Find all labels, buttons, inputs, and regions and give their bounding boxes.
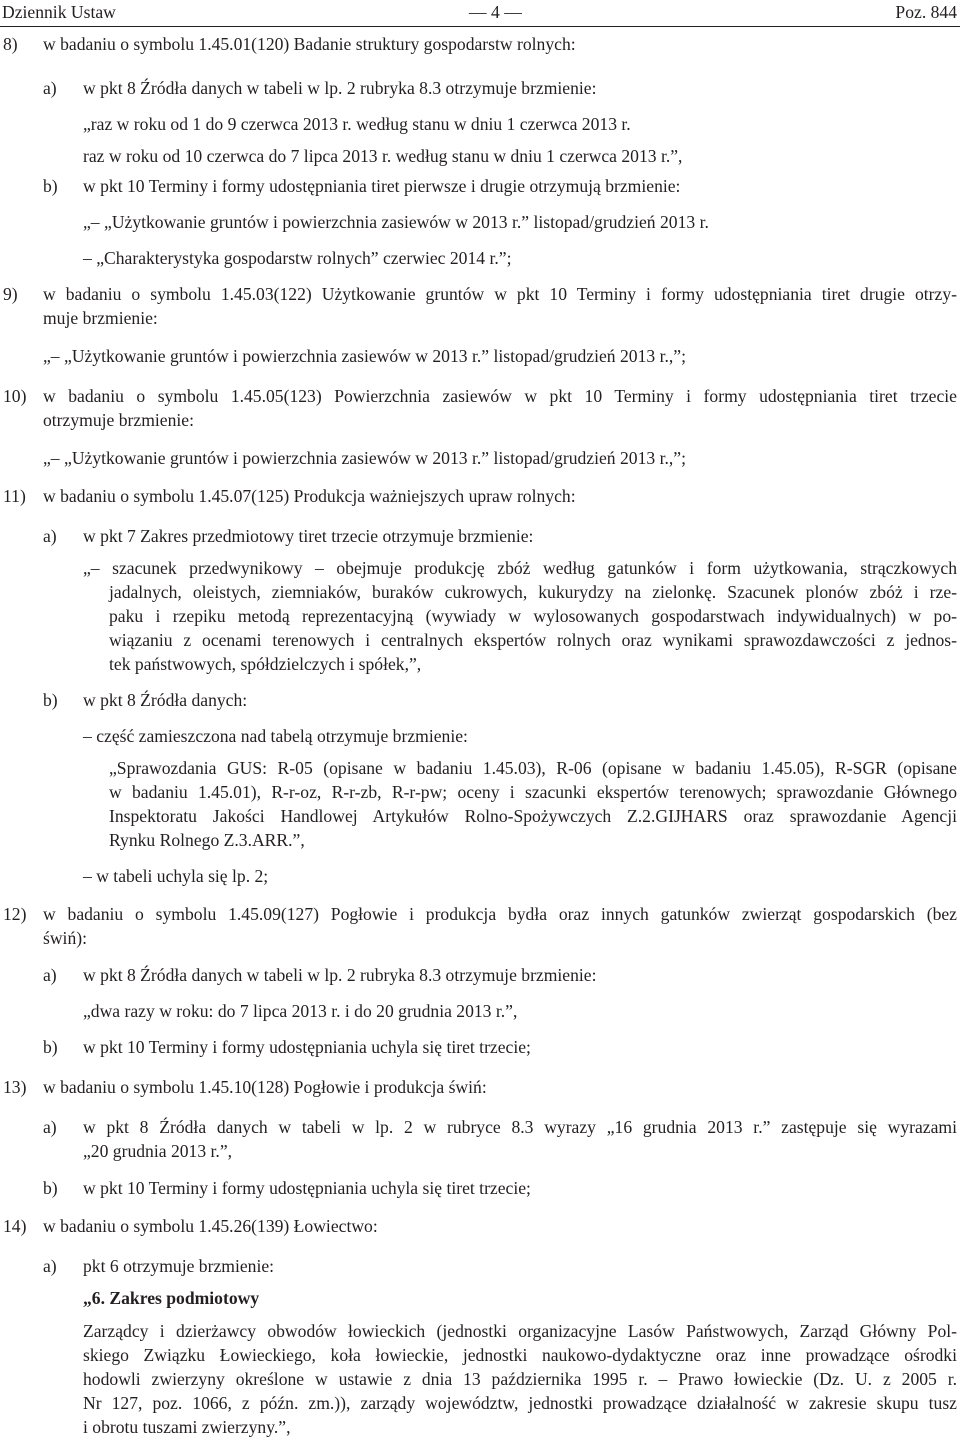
text-line: w badaniu 1.45.01), R-r-oz, R-r-zb, R-r-pw; oceny i szacunki ekspertów terenowych; sprawozdanie Głównego — [109, 782, 957, 802]
item-number: a) — [43, 1117, 57, 1137]
text-line: w pkt 8 Źródła danych w tabeli w lp. 2 rubryka 8.3 otrzymuje brzmienie: — [83, 78, 597, 98]
item-number: a) — [43, 526, 57, 546]
item-number: 9) — [3, 284, 18, 304]
text-line: muje brzmienie: — [43, 308, 158, 328]
text-line: „20 grudnia 2013 r.”, — [83, 1141, 233, 1161]
item-number: 12) — [3, 904, 27, 924]
item-number: b) — [43, 1037, 58, 1057]
text-line: w badaniu o symbolu 1.45.09(127) Pogłowie i produkcja bydła oraz innych gatunków zwierząt gospodarskich (bez — [43, 904, 957, 924]
text-line: w badaniu o symbolu 1.45.10(128) Pogłowie i produkcja świń: — [43, 1077, 487, 1097]
text-line: „Sprawozdania GUS: R-05 (opisane w badaniu 1.45.03), R-06 (opisane w badaniu 1.45.05), R-SGR (opisane — [109, 758, 957, 778]
text-line: tek państwowych, spółdzielczych i spółek,”, — [109, 654, 422, 674]
text-line: w pkt 10 Terminy i formy udostępniania tiret pierwsze i drugie otrzymują brzmienie: — [83, 176, 681, 196]
text-line: „dwa razy w roku: do 7 lipca 2013 r. i do 20 grudnia 2013 r.”, — [83, 1001, 518, 1021]
text-line: – „Charakterystyka gospodarstw rolnych” czerwiec 2014 r.”; — [83, 248, 512, 268]
text-line: w badaniu o symbolu 1.45.03(122) Użytkowanie gruntów w pkt 10 Terminy i formy udostępniania tiret drugie otrzy- — [43, 284, 957, 304]
text-line: w pkt 10 Terminy i formy udostępniania uchyla się tiret trzecie; — [83, 1037, 531, 1057]
text-line: „– „Użytkowanie gruntów i powierzchnia zasiewów w 2013 r.” listopad/grudzień 2013 r.,”; — [43, 448, 686, 468]
header-rule — [0, 26, 960, 27]
text-line: Nr 127, poz. 1066, z późn. zm.)), zarządy województw, jednostki prowadzące działalność w zakresie skupu tusz — [83, 1393, 957, 1413]
item-number: b) — [43, 176, 58, 196]
text-line: w pkt 10 Terminy i formy udostępniania uchyla się tiret trzecie; — [83, 1178, 531, 1198]
page-header — [0, 0, 960, 28]
text-line: Inspektoratu Jakości Handlowej Artykułów Rolno-Spożywczych Z.2.GIJHARS oraz sprawozdanie Agencji — [109, 806, 957, 826]
text-line: w badaniu o symbolu 1.45.01(120) Badanie struktury gospodarstw rolnych: — [43, 34, 576, 54]
position-number: Poz. 844 — [895, 2, 957, 22]
text-line: w pkt 7 Zakres przedmiotowy tiret trzecie otrzymuje brzmienie: — [83, 526, 534, 546]
item-number: 14) — [3, 1216, 27, 1236]
text-line: „raz w roku od 1 do 9 czerwca 2013 r. według stanu w dniu 1 czerwca 2013 r. — [83, 114, 631, 134]
item-number: 13) — [3, 1077, 27, 1097]
text-line: w pkt 8 Źródła danych w tabeli w lp. 2 rubryka 8.3 otrzymuje brzmienie: — [83, 965, 597, 985]
item-number: b) — [43, 1178, 58, 1198]
text-line: w pkt 8 Źródła danych w tabeli w lp. 2 w rubryce 8.3 wyrazy „16 grudnia 2013 r.” zastępuje się wyrazami — [83, 1117, 957, 1137]
text-line: „– „Użytkowanie gruntów i powierzchnia zasiewów w 2013 r.” listopad/grudzień 2013 r. — [83, 212, 709, 232]
section-heading: „6. Zakres podmiotowy — [83, 1288, 260, 1308]
item-number: 11) — [3, 486, 26, 506]
text-line: w badaniu o symbolu 1.45.26(139) Łowiectwo: — [43, 1216, 378, 1236]
text-line: „– „Użytkowanie gruntów i powierzchnia zasiewów w 2013 r.” listopad/grudzień 2013 r.,”; — [43, 346, 686, 366]
text-line: otrzymuje brzmienie: — [43, 410, 194, 430]
item-number: a) — [43, 78, 57, 98]
text-line: Zarządcy i dzierżawcy obwodów łowieckich (jednostki organizacyjne Lasów Państwowych, Zarząd Główny Pol- — [83, 1321, 957, 1341]
text-line: pkt 6 otrzymuje brzmienie: — [83, 1256, 275, 1276]
item-number: a) — [43, 965, 57, 985]
item-number: b) — [43, 690, 58, 710]
page-number: — 4 — — [469, 2, 522, 22]
text-line: paku i rzepiku metodą reprezentacyjną (wywiady w wylosowanych gospodarstwach indywidualnych) w po- — [109, 606, 957, 626]
text-line: – w tabeli uchyla się lp. 2; — [83, 866, 269, 886]
text-line: i obrotu tuszami zwierzyny.”, — [83, 1417, 291, 1437]
text-line: „– szacunek przedwynikowy – obejmuje produkcję zbóż według gatunków i form użytkowania, strączkowych — [83, 558, 957, 578]
text-line: Rynku Rolnego Z.3.ARR.”, — [109, 830, 305, 850]
text-line: wiązaniu z ocenami terenowych i centralnych ekspertów rolnych oraz wynikami sprawozdawczości z jednos- — [109, 630, 957, 650]
journal-title: Dziennik Ustaw — [2, 2, 116, 22]
text-line: w pkt 8 Źródła danych: — [83, 690, 248, 710]
text-line: raz w roku od 10 czerwca do 7 lipca 2013 r. według stanu w dniu 1 czerwca 2013 r.”, — [83, 146, 683, 166]
text-line: – część zamieszczona nad tabelą otrzymuje brzmienie: — [83, 726, 468, 746]
item-number: 10) — [3, 386, 27, 406]
text-line: w badaniu o symbolu 1.45.05(123) Powierzchnia zasiewów w pkt 10 Terminy i formy udostępniania tiret trzecie — [43, 386, 957, 406]
text-line: w badaniu o symbolu 1.45.07(125) Produkcja ważniejszych upraw rolnych: — [43, 486, 576, 506]
text-line: hodowli zwierzyny określone w ustawie z dnia 13 października 1995 r. – Prawo łowieckie (Dz. U. z 2005 r. — [83, 1369, 957, 1389]
text-line: jadalnych, oleistych, ziemniaków, buraków cukrowych, kukurydzy na zielonkę. Szacunek plonów zbóż i rze- — [109, 582, 957, 602]
item-number: 8) — [3, 34, 18, 54]
text-line: skiego Związku Łowieckiego, koła łowieckie, jednostki naukowo-dydaktyczne oraz inne prowadzące ośrodki — [83, 1345, 957, 1365]
item-number: a) — [43, 1256, 57, 1276]
text-line: świń): — [43, 928, 87, 948]
